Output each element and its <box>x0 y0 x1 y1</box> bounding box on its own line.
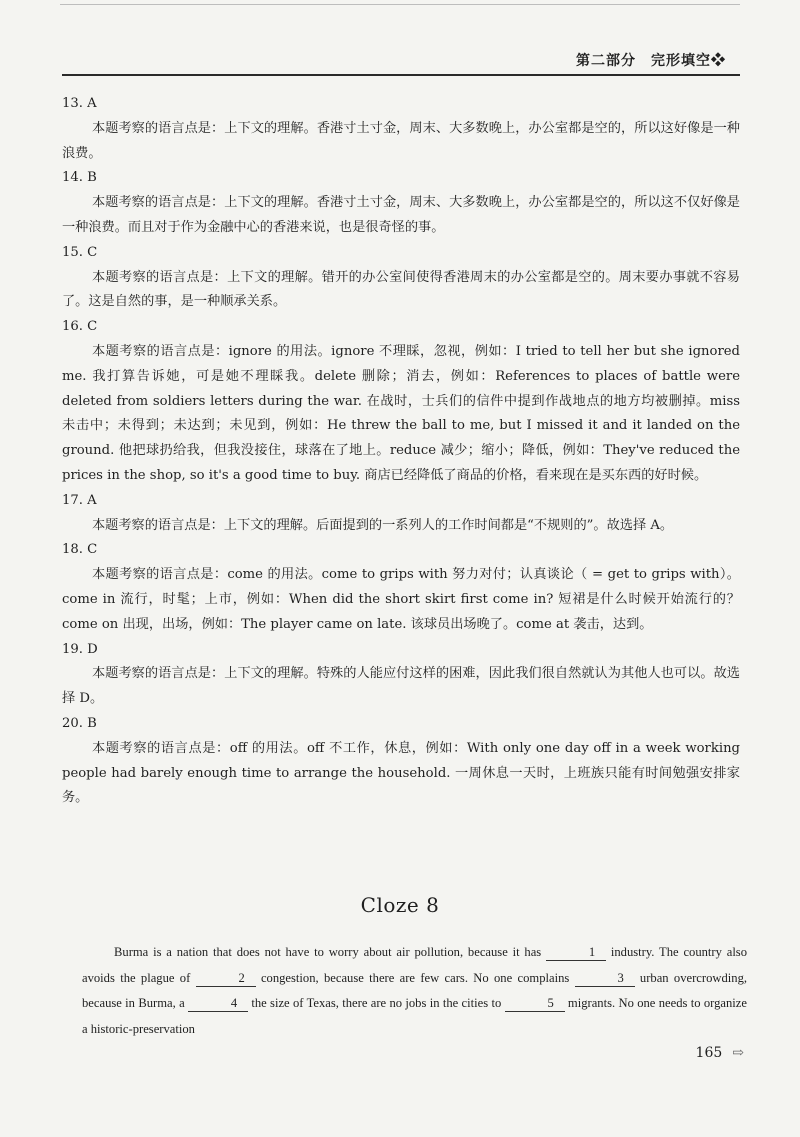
answer-item <box>62 712 740 811</box>
passage-text: the size of Texas, there are no jobs in the cities to <box>248 996 505 1010</box>
page-number: 165 <box>695 1045 723 1061</box>
cloze-title: Cloze 8 <box>360 893 440 917</box>
header-rule <box>62 74 740 76</box>
answer-explanation: 本题考察的语言点是：上下文的理解。香港寸土寸金，周末、大多数晚上，办公室都是空的，所以这好像是一种浪费。 <box>62 120 740 161</box>
answer-number: 17. A <box>62 492 97 508</box>
answer-number: 16. C <box>62 319 98 335</box>
passage-text: congestion, because there are few cars. No one complains <box>255 970 575 985</box>
cloze-passage <box>82 940 747 1042</box>
passage-text: industry. The country also avoids the plague of <box>82 945 748 985</box>
answer-explanation: 本题考察的语言点是：上下文的理解。特殊的人能应付这样的困难，因此我们很自然就认为其他人也可以。故选择 D。 <box>62 666 740 707</box>
answer-item <box>62 638 740 712</box>
cloze-blank: 3 <box>575 970 635 987</box>
page-footer <box>696 1045 744 1061</box>
answer-explanation: 本题考察的语言点是：ignore 的用法。ignore 不理睬，忽视，例如：I tried to tell her but she ignored me. 我打算告诉她，可是她不理睬我。delete 删除；消去，例如：References to places of battle were deleted from soldiers letters during the war. 在战时，士兵们的信件中提到作战地点的地方均被删掉。miss 未击中；未得到；未达到；未见到，例如：He threw the ball to me, but I missed it and it landed on the ground. 他把球扔给我，但我没接住，球落在了地上。reduce 减少；缩小；降低，例如：They've reduced the prices in the shop, so it's a good time to buy. 商店已经降低了商品的价格，看来现在是买东西的好时候。 <box>62 343 740 483</box>
passage-text: migrants. No one needs to organize a historic-preservation <box>82 996 747 1036</box>
answer-number: 13. A <box>62 96 97 111</box>
passage-text: Burma is a nation that does not have to worry about air pollution, because it has <box>114 945 547 959</box>
answer-number: 15. C <box>62 244 98 260</box>
answer-item <box>62 92 740 166</box>
answer-explanation: 本题考察的语言点是：上下文的理解。后面提到的一系列人的工作时间都是“不规则的”。故选择 A。 <box>92 517 674 533</box>
answer-item <box>62 166 740 240</box>
answer-explanation: 本题考察的语言点是：上下文的理解。香港寸土寸金，周末、大多数晚上，办公室都是空的，所以这不仅好像是一种浪费。而且对于作为金融中心的香港来说，也是很奇怪的事。 <box>62 195 740 235</box>
answer-explanation: 本题考察的语言点是：上下文的理解。错开的办公室间使得香港周末的办公室都是空的。周末要办事就不容易了。这是自然的事，是一种顺承关系。 <box>62 269 740 310</box>
running-header: 第二部分 完形填空❖ <box>576 53 726 69</box>
cloze-blank: 1 <box>546 944 606 961</box>
top-rule <box>60 4 740 5</box>
passage-text: urban overcrowding, because in Burma, a <box>82 970 748 1010</box>
answer-number: 18. C <box>62 542 98 558</box>
cloze-paragraph <box>82 940 747 1042</box>
answer-number: 14. B <box>62 170 97 186</box>
answer-explanation: 本题考察的语言点是：off 的用法。off 不工作，休息，例如：With only one day off in a week working people had barely enough time to arrange the household. 一周休息一天时，上班族只能有时间勉强安排家务。 <box>62 740 740 806</box>
answer-explanation: 本题考察的语言点是：come 的用法。come to grips with 努力对付；认真谈论（ = get to grips with）。come in 流行，时髦；上市，例如：When did the short skirt first come in? 短裙是什么时候开始流行的？come on 出现，出场，例如：The player came on late. 该球员出场晚了。come at 袭击，达到。 <box>62 567 740 632</box>
cloze-blank: 4 <box>188 995 248 1012</box>
cloze-blank: 5 <box>505 995 565 1012</box>
answer-explanations <box>62 92 740 811</box>
cloze-blank: 2 <box>196 970 256 987</box>
answer-item <box>62 315 740 489</box>
next-page-arrow-icon: ⇨ <box>732 1045 744 1061</box>
answer-number: 20. B <box>62 715 97 731</box>
answer-item <box>62 538 740 637</box>
answer-item <box>62 489 740 539</box>
answer-item <box>62 241 740 315</box>
answer-number: 19. D <box>62 641 98 657</box>
